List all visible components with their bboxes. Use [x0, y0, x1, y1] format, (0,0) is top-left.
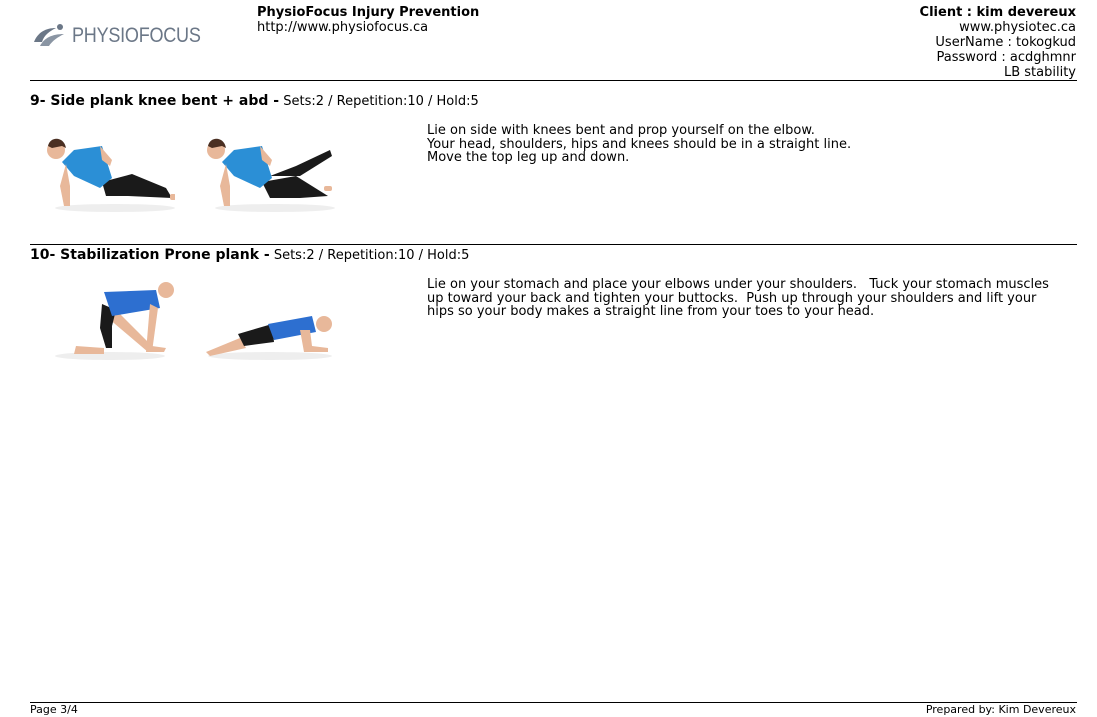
prone-plank-illustration [200, 268, 335, 368]
company-info [257, 5, 479, 35]
exercise-name: 10- Stabilization Prone plank - [30, 247, 270, 263]
footer-divider [30, 702, 1077, 703]
exercise-title [30, 247, 469, 263]
exercise-title [30, 93, 479, 109]
exercise-instructions: Lie on side with knees bent and prop yourself on the elbow. Your head, shoulders, hips and knees should be in a straight line. Move the top leg up and down. [427, 123, 852, 165]
exercise-name: 9- Side plank knee bent + abd - [30, 93, 280, 109]
page-number: Page 3/4 [30, 703, 78, 716]
client-password: Password : acdghmnr [936, 50, 1076, 65]
exercise-image [200, 268, 335, 368]
client-info [920, 5, 1076, 80]
side-plank-knees-bent-illustration [40, 116, 175, 216]
exercise-divider [30, 244, 1077, 245]
exercise-dosage: Sets:2 / Repetition:10 / Hold:5 [279, 94, 479, 109]
prepared-by: Prepared by: Kim Devereux [925, 703, 1076, 716]
exercise-image [40, 268, 175, 368]
logo-mark-icon [30, 22, 68, 50]
header-divider [30, 80, 1077, 81]
client-name: Client : kim devereux [919, 5, 1076, 20]
exercise-dosage: Sets:2 / Repetition:10 / Hold:5 [269, 248, 470, 263]
side-plank-leg-raised-illustration [200, 116, 335, 216]
quadruped-start-illustration [40, 268, 175, 368]
physiofocus-logo [30, 22, 222, 50]
exercise-image [200, 116, 335, 216]
exercise-instructions: Lie on your stomach and place your elbows under your shoulders. Tuck your stomach muscles up toward your back and tighten your buttocks. Push up through your shoulders and lift your hips so your body makes a straight line from your toes to your head. [427, 277, 1049, 319]
company-url[interactable]: http://www.physiofocus.ca [257, 20, 429, 35]
client-username: UserName : tokogkud [935, 35, 1076, 50]
client-site[interactable]: www.physiotec.ca [959, 20, 1076, 35]
exercise-image [40, 116, 175, 216]
program-name: LB stability [1003, 65, 1076, 80]
logo-wordmark: PHYSIOFOCUS [72, 24, 201, 47]
company-name: PhysioFocus Injury Prevention [257, 5, 480, 20]
